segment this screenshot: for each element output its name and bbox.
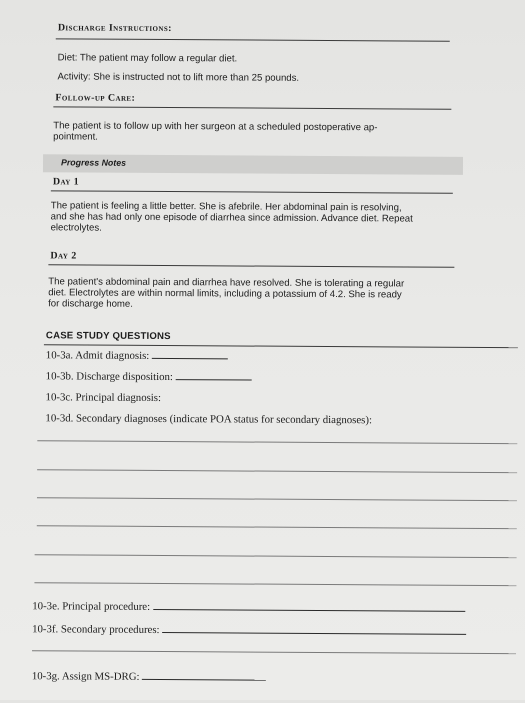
activity-instruction: Activity: She is instructed not to lift more than 25 pounds. (57, 71, 300, 84)
day-2-note-line-2: diet. Electrolytes are within normal limits, including a potassium of 4.2. She is ready (48, 287, 402, 301)
follow-up-text-line-2: pointment. (53, 131, 99, 143)
answer-blank-10-3f[interactable] (162, 632, 466, 635)
answer-line[interactable] (37, 525, 517, 529)
question-10-3b (46, 370, 252, 383)
day-1-note-line-3: electrolytes. (50, 222, 102, 234)
question-10-3c: 10-3c. Principal diagnosis: (45, 391, 162, 404)
follow-up-care-heading: Follow-up Care: (55, 92, 136, 104)
discharge-instructions-heading: Discharge Instructions: (57, 22, 172, 35)
progress-notes-label: Progress Notes (60, 157, 127, 168)
answer-blank-10-3b[interactable] (176, 379, 252, 380)
question-10-3g (32, 670, 266, 683)
question-10-3f-label: 10-3f. Secondary procedures: (32, 623, 160, 636)
answer-blank-10-3e[interactable] (153, 609, 465, 612)
section-divider (48, 264, 454, 267)
section-divider (51, 190, 453, 193)
day-1-note-line-1: The patient is feeling a little better. She is afebrile. Her abdominal pain is resolving, (50, 200, 402, 214)
section-divider (56, 38, 450, 41)
day-2-note-line-3: for discharge home. (48, 298, 133, 310)
day-1-note-line-2: and she has had only one episode of diarrhea since admission. Advance diet. Repeat (50, 211, 413, 225)
answer-line[interactable] (32, 650, 516, 654)
question-10-3d: 10-3d. Secondary diagnoses (indicate POA status for secondary diagnoses): (45, 412, 373, 427)
question-10-3e-label: 10-3e. Principal procedure: (32, 600, 151, 613)
answer-line[interactable] (37, 469, 517, 473)
day-1-heading: Day 1 (52, 176, 80, 188)
answer-line[interactable] (37, 440, 517, 444)
answer-line[interactable] (35, 554, 517, 558)
question-10-3g-label: 10-3g. Assign MS-DRG: (31, 670, 140, 683)
section-divider (53, 106, 451, 109)
section-divider (44, 344, 518, 348)
answer-line[interactable] (34, 582, 516, 586)
day-2-heading: Day 2 (50, 250, 77, 262)
day-2-note-line-1: The patient's abdominal pain and diarrhea have resolved. She is tolerating a regular (48, 276, 405, 290)
case-study-questions-heading: CASE STUDY QUESTIONS (45, 330, 171, 343)
question-10-3a-label: 10-3a. Admit diagnosis: (45, 349, 150, 362)
answer-blank-10-3g[interactable] (142, 679, 266, 681)
follow-up-text-line-1: The patient is to follow up with her surgeon at a scheduled postoperative ap- (53, 120, 378, 134)
question-10-3b-label: 10-3b. Discharge disposition: (45, 370, 174, 384)
question-10-3f (32, 623, 466, 638)
answer-blank-10-3a[interactable] (152, 358, 228, 359)
diet-instruction: Diet: The patient may follow a regular diet. (57, 52, 238, 65)
question-10-3a (46, 349, 228, 362)
question-10-3e (32, 600, 465, 615)
answer-line[interactable] (37, 497, 517, 501)
